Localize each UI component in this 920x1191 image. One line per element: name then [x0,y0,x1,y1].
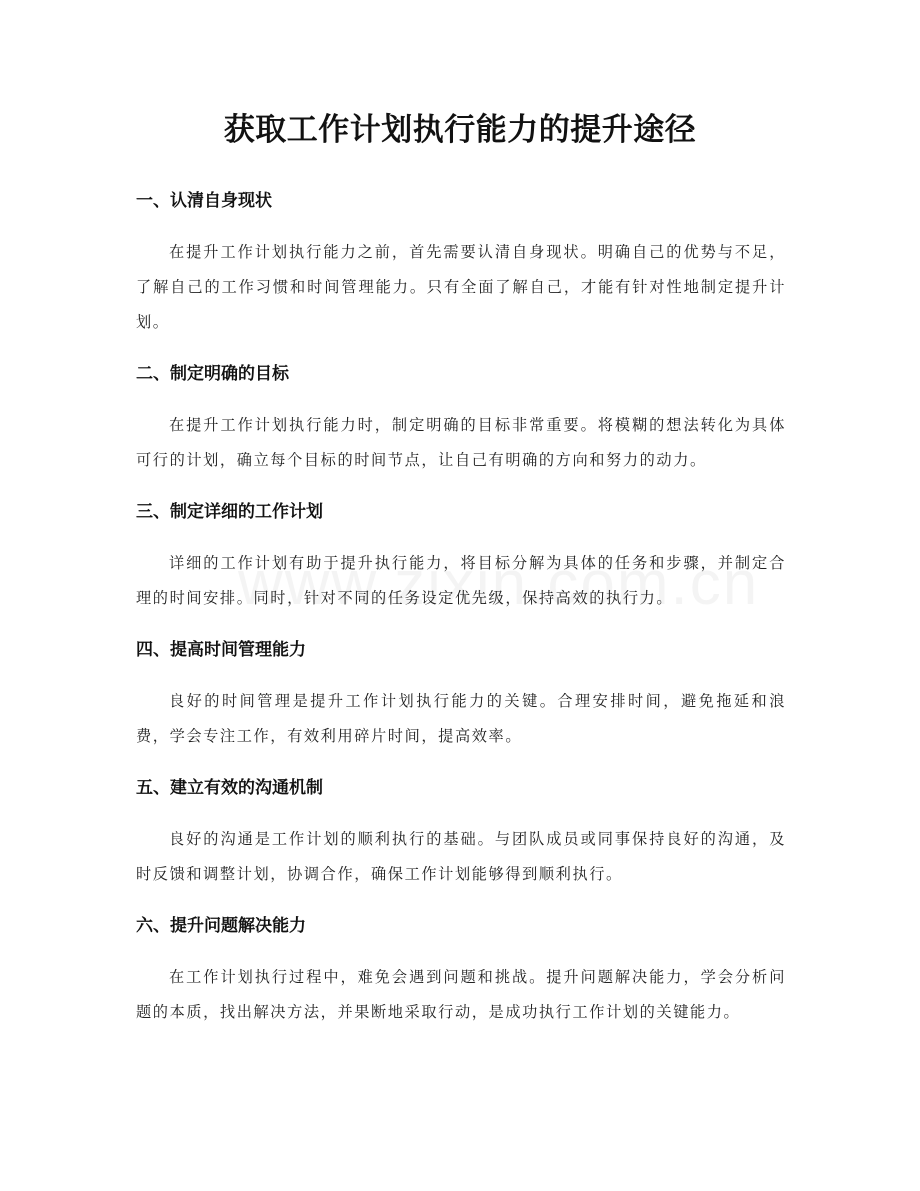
section-heading: 六、提升问题解决能力 [136,916,306,936]
section-heading: 五、建立有效的沟通机制 [136,778,323,798]
section-paragraph: 在提升工作计划执行能力时，制定明确的目标非常重要。将模糊的想法转化为具体可行的计划，确立每个目标的时间节点，让自己有明确的方向和努力的动力。 [136,416,786,469]
section-3 [136,497,786,616]
document-title: 获取工作计划执行能力的提升途径 [223,112,697,148]
section-paragraph: 详细的工作计划有助于提升执行能力，将目标分解为具体的任务和步骤，并制定合理的时间安排。同时，针对不同的任务设定优先级，保持高效的执行力。 [136,554,786,607]
section-2 [136,359,786,478]
section-paragraph: 良好的时间管理是提升工作计划执行能力的关键。合理安排时间，避免拖延和浪费，学会专注工作，有效利用碎片时间，提高效率。 [136,692,786,745]
section-paragraph: 在提升工作计划执行能力之前，首先需要认清自身现状。明确自己的优势与不足，了解自己的工作习惯和时间管理能力。只有全面了解自己，才能有针对性地制定提升计划。 [136,243,786,331]
section-heading: 四、提高时间管理能力 [136,640,306,660]
section-4 [136,635,786,754]
section-paragraph: 良好的沟通是工作计划的顺利执行的基础。与团队成员或同事保持良好的沟通，及时反馈和调整计划，协调合作，确保工作计划能够得到顺利执行。 [136,830,786,883]
section-heading: 二、制定明确的目标 [136,364,289,384]
document-content [136,186,786,1049]
section-paragraph: 在工作计划执行过程中，难免会遇到问题和挑战。提升问题解决能力，学会分析问题的本质，找出解决方法，并果断地采取行动，是成功执行工作计划的关键能力。 [136,968,786,1021]
section-5 [136,773,786,892]
section-6 [136,911,786,1030]
section-heading: 一、认清自身现状 [136,191,272,211]
section-heading: 三、制定详细的工作计划 [136,502,323,522]
section-1 [136,186,786,340]
